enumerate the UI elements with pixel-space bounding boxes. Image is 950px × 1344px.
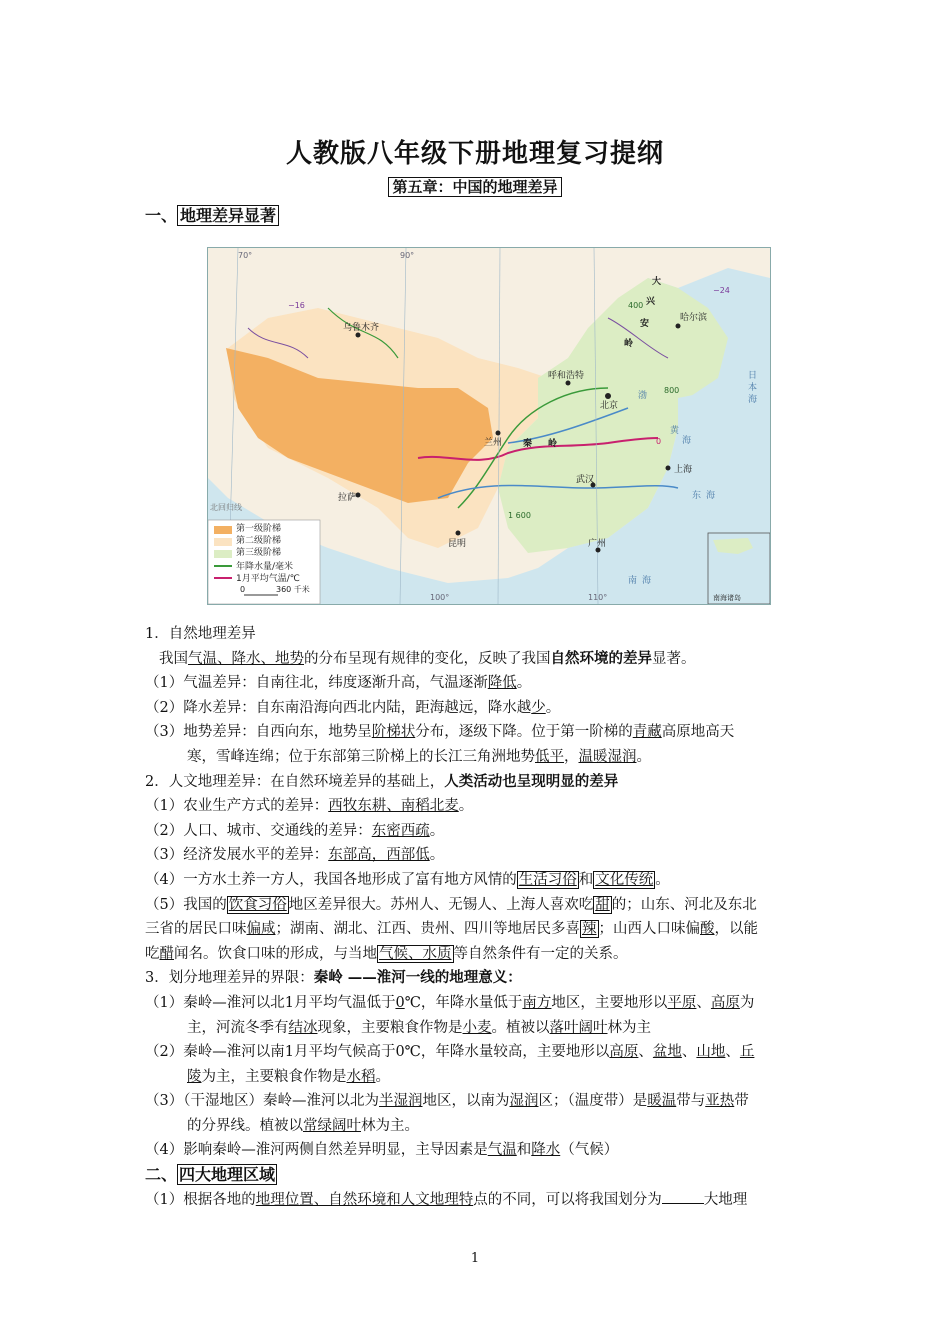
scale-label: 360 千米 <box>276 585 310 594</box>
text-span: 盆地 <box>652 1044 682 1061</box>
range-label: 岭 <box>624 339 634 349</box>
text-span: 小麦 <box>462 1019 492 1036</box>
text-span: 高原地高天 <box>661 724 735 741</box>
text-span: 秦岭 ——淮河一线的地理意义： <box>313 969 522 987</box>
legend-label-temp: 1月平均气温/℃ <box>236 574 300 584</box>
text-line <box>145 647 813 672</box>
text-line <box>145 622 813 647</box>
chapter-heading <box>0 176 950 197</box>
text-span: （3）（干湿地区）秦岭—淮河以北为 <box>145 1093 379 1110</box>
text-span: （2）秦岭—淮河以南1月平均气候高于0℃，年降水量较高，主要地形以 <box>145 1044 610 1061</box>
text-span: 东部高，西部低 <box>328 847 430 864</box>
text-span: 分布，逐级下降。位于第一阶梯的 <box>415 724 633 741</box>
text-line <box>145 1138 813 1163</box>
text-span: 降低 <box>487 675 517 692</box>
text-span: 甜 <box>595 896 610 913</box>
text-span: 区；（温度带）是 <box>538 1093 648 1110</box>
text-span: 三省的居民口味 <box>145 921 247 938</box>
text-span: ， <box>564 748 579 765</box>
text-span: 生活习俗 <box>518 871 577 888</box>
text-line <box>145 991 813 1016</box>
legend-label-step2: 第二级阶梯 <box>236 536 282 546</box>
text-span: 高原 <box>710 994 740 1011</box>
text-span: 、 <box>638 1044 653 1061</box>
text-span: （2）降水差异：自东南沿海向西北内陆，距海越远，降水越 <box>145 699 532 716</box>
text-span: 少 <box>531 699 546 716</box>
city-label: 拉萨 <box>338 493 357 503</box>
section-number: 一、 <box>145 206 178 225</box>
text-span: 2．人文地理差异：在自然环境差异的基础上， <box>145 773 445 790</box>
longitude-label: 70° <box>238 251 253 260</box>
text-span: 降水 <box>531 1142 561 1159</box>
text-span: 二、 <box>145 1165 178 1185</box>
fill-blank <box>662 1189 704 1204</box>
text-span: （2）人口、城市、交通线的差异： <box>145 822 372 839</box>
text-line <box>145 696 813 721</box>
isoline-value: −24 <box>713 286 730 295</box>
text-span: 气温 <box>487 1142 517 1159</box>
text-span: 气温、降水、地势 <box>188 650 304 667</box>
text-span: 寒，雪峰连绵；位于东部第三阶梯上的长江三角洲地势 <box>187 748 535 765</box>
text-span: 。植被以 <box>491 1019 550 1036</box>
city-dot <box>666 466 671 471</box>
chapter-title: 第五章：中国的地理差异 <box>388 177 561 197</box>
text-span: 四大地理区域 <box>179 1165 276 1185</box>
legend-swatch-step3 <box>214 550 232 558</box>
section-heading-1 <box>145 203 279 226</box>
text-span: 。 <box>458 798 474 815</box>
text-span: 结冰 <box>288 1019 318 1036</box>
text-span: 低平 <box>535 748 564 765</box>
city-dot <box>676 324 681 329</box>
text-span: 现象，主要粮食作物是 <box>317 1019 463 1036</box>
longitude-label: 100° <box>430 593 450 602</box>
text-span: 和 <box>578 871 594 888</box>
text-line <box>145 1016 813 1041</box>
text-line <box>145 720 813 745</box>
text-span: 0 <box>395 994 405 1011</box>
text-span: 饮食习俗 <box>228 896 287 913</box>
text-span: 人类活动也呈现明显的差异 <box>444 772 619 790</box>
city-label: 北京 <box>600 401 619 411</box>
text-span: 吃 <box>145 945 160 962</box>
text-span: 阶梯状 <box>371 724 416 741</box>
longitude-label: 90° <box>400 251 415 260</box>
text-span: 、 <box>725 1044 740 1061</box>
city-dot <box>356 333 361 338</box>
text-span: 自然环境的差异 <box>550 649 652 667</box>
legend-swatch-step1 <box>214 526 232 534</box>
text-span: 文化传统 <box>595 871 654 888</box>
text-span: 。 <box>545 699 561 716</box>
text-span: 地区，以南为 <box>422 1093 510 1110</box>
text-line <box>145 794 813 819</box>
sea-label: 海 <box>748 395 758 405</box>
text-span: 气候、水质 <box>379 945 452 962</box>
text-span: 地区差异很大。苏州人、无锡人、上海人喜欢吃 <box>288 896 594 913</box>
text-span: 带 <box>734 1093 749 1110</box>
text-line <box>145 770 813 795</box>
text-span: 带与 <box>676 1093 706 1110</box>
city-label: 哈尔滨 <box>680 313 708 323</box>
text-span: 湿润 <box>509 1093 539 1110</box>
text-span: （4）一方水土养一方人，我国各地形成了富有地方风情的 <box>145 871 517 888</box>
text-span: 1．自然地理差异 <box>145 626 256 642</box>
sea-label: 海 <box>682 436 692 446</box>
sea-label: 南 <box>628 576 638 586</box>
city-dot <box>456 531 461 536</box>
text-line <box>145 917 813 942</box>
sea-label: 黄 <box>670 426 680 436</box>
isoline-value: 800 <box>664 386 680 395</box>
isoline-value: 1 600 <box>508 511 531 520</box>
sea-label: 海 <box>642 576 652 586</box>
city-dot <box>356 493 361 498</box>
city-label: 乌鲁木齐 <box>343 323 380 333</box>
text-span: 主，河流冬季有 <box>187 1019 289 1036</box>
text-line <box>145 819 813 844</box>
text-span: ，以能 <box>714 921 758 938</box>
text-span: 酸 <box>700 921 715 938</box>
legend-label-step3: 第三级阶梯 <box>236 548 282 558</box>
text-span: 3．划分地理差异的界限： <box>145 970 314 987</box>
legend-label-rain: 年降水量/毫米 <box>236 562 294 572</box>
text-span: 。 <box>655 871 670 888</box>
text-span: 和 <box>516 1142 532 1159</box>
text-span: 温暖湿润 <box>578 748 637 765</box>
text-span: 山地 <box>696 1044 726 1061</box>
text-line <box>145 1089 813 1114</box>
city-dot <box>605 393 611 399</box>
sea-label: 渤 <box>638 391 648 401</box>
text-span: （1）根据各地的 <box>145 1191 256 1208</box>
text-span: 林为主 <box>607 1019 651 1036</box>
text-span: 亚热 <box>705 1093 735 1110</box>
text-span: （1）农业生产方式的差异： <box>145 798 329 815</box>
section-title: 地理差异显著 <box>177 205 279 226</box>
outline-body <box>145 622 813 1212</box>
text-span: 半湿润 <box>378 1093 423 1110</box>
text-span: 南方 <box>522 994 552 1011</box>
text-line <box>145 745 813 770</box>
text-span: 点的不同，可以将我国划分为 <box>473 1191 662 1208</box>
text-span: 。 <box>636 748 651 765</box>
text-span: 的；山东、河北及东北 <box>611 896 757 913</box>
text-span: （4）影响秦岭—淮河两侧自然差异明显，主导因素是 <box>145 1142 488 1159</box>
page-number: 1 <box>470 1251 480 1266</box>
city-label: 呼和浩特 <box>548 371 585 381</box>
text-span: （3）经济发展水平的差异： <box>145 847 329 864</box>
text-span: 的分布呈现有规律的变化，反映了我国 <box>304 650 551 667</box>
sea-label: 日 <box>748 371 758 381</box>
text-span: 常绿阔叶 <box>303 1117 361 1134</box>
text-span: 水稻 <box>346 1068 376 1085</box>
text-span: （1）气温差异：自南往北，纬度逐渐升高，气温逐渐 <box>145 675 488 692</box>
text-span: 为 <box>739 994 755 1011</box>
text-span: 。 <box>516 675 532 692</box>
text-span: 平原 <box>667 994 697 1011</box>
text-span: 、 <box>681 1044 697 1061</box>
text-span: （3）地势差异：自西向东，地势呈 <box>145 724 372 741</box>
city-dot <box>566 381 571 386</box>
text-span: （1）秦岭—淮河以北1月平均气温低于 <box>145 994 396 1011</box>
text-span: （气候） <box>560 1142 619 1159</box>
text-line <box>145 843 813 868</box>
text-span: 地理位置、自然环境和人文地理特 <box>255 1191 474 1208</box>
text-line <box>145 1040 813 1065</box>
city-label: 上海 <box>674 465 693 475</box>
legend-swatch-step2 <box>214 538 232 546</box>
city-label: 兰州 <box>484 438 503 448</box>
text-span: 丘 <box>739 1044 755 1061</box>
text-span: 。 <box>375 1068 390 1085</box>
text-span: 偏咸 <box>246 921 276 938</box>
terrain-map <box>207 247 771 605</box>
range-label: 岭 <box>548 439 558 449</box>
text-span: 暖温 <box>647 1093 677 1110</box>
text-span: 落叶阔叶 <box>549 1019 608 1036</box>
text-span: ℃，年降水量低于 <box>404 994 523 1011</box>
isoline-value: 0 <box>656 437 662 446</box>
scale-zero: 0 <box>240 585 246 594</box>
tropic-label: 北回归线 <box>210 503 242 512</box>
page-title: 人教版八年级下册地理复习提纲 <box>285 139 664 169</box>
text-span: 。 <box>429 847 445 864</box>
inset-caption: 南海诸岛 <box>713 594 741 602</box>
text-line <box>145 942 813 967</box>
map-graphic <box>208 248 770 604</box>
text-line <box>145 671 813 696</box>
text-span: 陵 <box>187 1068 202 1085</box>
text-line <box>145 868 813 893</box>
text-span: 的分界线。植被以 <box>187 1117 303 1134</box>
sea-label: 海 <box>706 491 716 501</box>
text-span: 醋 <box>159 945 174 962</box>
range-label: 大 <box>652 277 662 287</box>
range-label: 兴 <box>646 297 656 307</box>
text-line <box>145 1188 813 1213</box>
legend-label-step1: 第一级阶梯 <box>236 524 282 534</box>
text-span: 我国 <box>159 650 188 667</box>
isoline-value: 400 <box>628 301 644 310</box>
text-span: 青藏 <box>632 724 662 741</box>
text-span: （5）我国的 <box>145 896 227 913</box>
sea-label: 东 <box>692 491 702 501</box>
text-span: 西牧东耕、南稻北麦 <box>328 798 459 815</box>
text-span: 。 <box>429 822 445 839</box>
longitude-label: 110° <box>588 593 608 602</box>
city-dot <box>496 431 501 436</box>
text-span: 大地理 <box>703 1191 748 1208</box>
text-span: 等自然条件有一定的关系。 <box>453 945 628 962</box>
range-label: 安 <box>640 319 650 329</box>
text-span: 显著。 <box>652 650 696 667</box>
text-span: 地区，主要地形以 <box>551 994 668 1011</box>
text-span: 高原 <box>609 1044 639 1061</box>
text-span: 闻名。饮食口味的形成，与当地 <box>174 945 377 962</box>
text-line <box>145 966 813 991</box>
city-label: 广州 <box>588 539 607 549</box>
sea-label: 本 <box>748 383 758 393</box>
text-span: 林为主。 <box>361 1117 419 1134</box>
section-heading-2 <box>145 1163 813 1188</box>
text-span: 为主，主要粮食作物是 <box>201 1068 347 1085</box>
text-span: 、 <box>696 994 711 1011</box>
range-label: 秦 <box>523 439 533 449</box>
city-label: 昆明 <box>448 539 467 549</box>
text-span: 辣 <box>582 921 597 938</box>
text-line <box>145 893 813 918</box>
text-span: 东密西疏 <box>371 822 430 839</box>
text-line <box>145 1114 813 1139</box>
text-span: ；山西人口味偏 <box>598 921 700 938</box>
text-span: ；湖南、湖北、江西、贵州、四川等地居民多喜 <box>275 921 580 938</box>
isoline-value: −16 <box>288 301 305 310</box>
city-label: 武汉 <box>576 475 595 485</box>
text-line <box>145 1065 813 1090</box>
